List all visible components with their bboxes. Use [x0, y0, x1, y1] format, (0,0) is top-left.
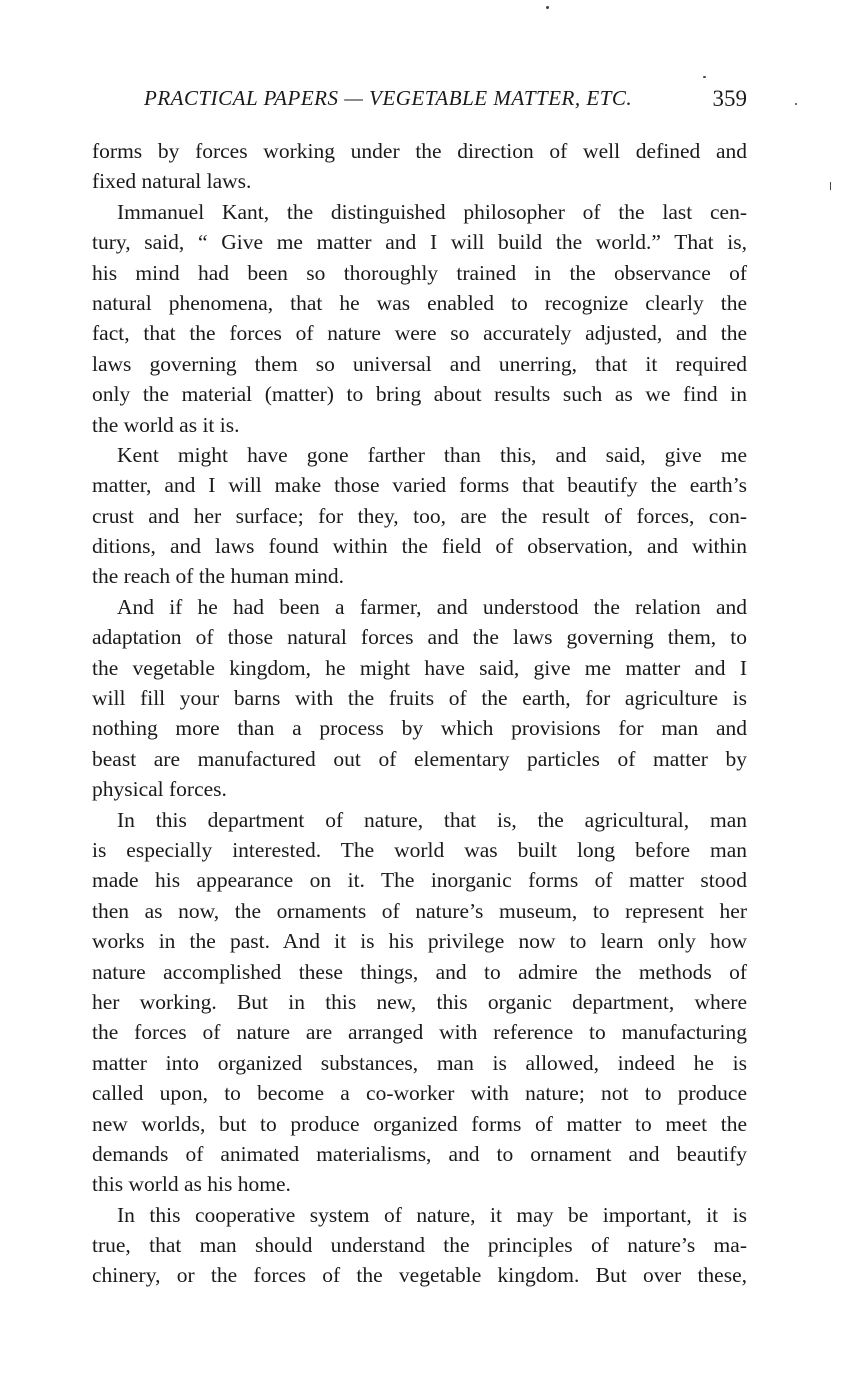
text-line: this world as his home. — [92, 1172, 291, 1197]
text-line: the vegetable kingdom, he might have said, give me matter and I — [92, 655, 747, 680]
text-line: demands of animated materialisms, and to ornament and beautify — [92, 1141, 747, 1166]
running-title: PRACTICAL PAPERS — VEGETABLE MATTER, ETC. — [144, 86, 633, 110]
text-line: true, that man should understand the principles of nature’s ma- — [92, 1233, 747, 1258]
text-line: new worlds, but to produce organized forms of matter to meet the — [92, 1111, 747, 1136]
text-line: the forces of nature are arranged with reference to manufacturing — [92, 1020, 747, 1045]
text-line: nothing more than a process by which provisions for man and — [92, 716, 747, 741]
running-head — [92, 86, 747, 118]
text-line: the reach of the human mind. — [92, 564, 344, 589]
text-line: crust and her surface; for they, too, are the result of forces, con- — [92, 503, 747, 528]
body-text — [92, 136, 747, 1291]
text-line: physical forces. — [92, 777, 227, 802]
text-line: nature accomplished these things, and to admire the methods of — [92, 959, 747, 984]
text-line: In this cooperative system of nature, it may be important, it is — [117, 1202, 747, 1227]
text-line: natural phenomena, that he was enabled to recognize clearly the — [92, 290, 747, 315]
text-line: adaptation of those natural forces and the laws governing them, to — [92, 625, 747, 650]
text-line: made his appearance on it. The inorganic forms of matter stood — [92, 868, 747, 893]
page-number: 359 — [712, 86, 747, 111]
text-line: matter, and I will make those varied forms that beautify the earth’s — [92, 473, 747, 498]
text-line: matter into organized substances, man is allowed, indeed he is — [92, 1050, 747, 1075]
text-line: And if he had been a farmer, and understood the relation and — [117, 594, 747, 619]
text-line: will fill your barns with the fruits of the earth, for agriculture is — [92, 686, 747, 711]
text-line: ditions, and laws found within the field of observation, and within — [92, 534, 747, 559]
text-line: Immanuel Kant, the distinguished philosopher of the last cen- — [117, 199, 747, 224]
text-line: his mind had been so thoroughly trained in the observance of — [92, 260, 747, 285]
text-line: Kent might have gone farther than this, and said, give me — [117, 442, 747, 467]
text-line: fixed natural laws. — [92, 169, 252, 194]
text-line: works in the past. And it is his privilege now to learn only how — [92, 929, 747, 954]
text-line: In this department of nature, that is, the agricultural, man — [117, 807, 747, 832]
text-line: called upon, to become a co-worker with nature; not to produce — [92, 1081, 747, 1106]
text-line: then as now, the ornaments of nature’s museum, to represent her — [92, 898, 747, 923]
text-line: beast are manufactured out of elementary particles of matter by — [92, 746, 747, 771]
text-line: fact, that the forces of nature were so accurately adjusted, and the — [92, 321, 747, 346]
text-line: forms by forces working under the direction of well defined and — [92, 139, 747, 163]
text-line: chinery, or the forces of the vegetable kingdom. But over these, — [92, 1263, 747, 1288]
text-line: her working. But in this new, this organic department, where — [92, 989, 747, 1014]
text-line: the world as it is. — [92, 412, 240, 437]
text-line: laws governing them so universal and unerring, that it required — [92, 351, 747, 376]
text-line: only the material (matter) to bring about results such as we find in — [92, 382, 747, 407]
text-line: is especially interested. The world was built long before man — [92, 837, 747, 862]
text-line: tury, said, “ Give me matter and I will build the world.” That is, — [92, 230, 747, 255]
